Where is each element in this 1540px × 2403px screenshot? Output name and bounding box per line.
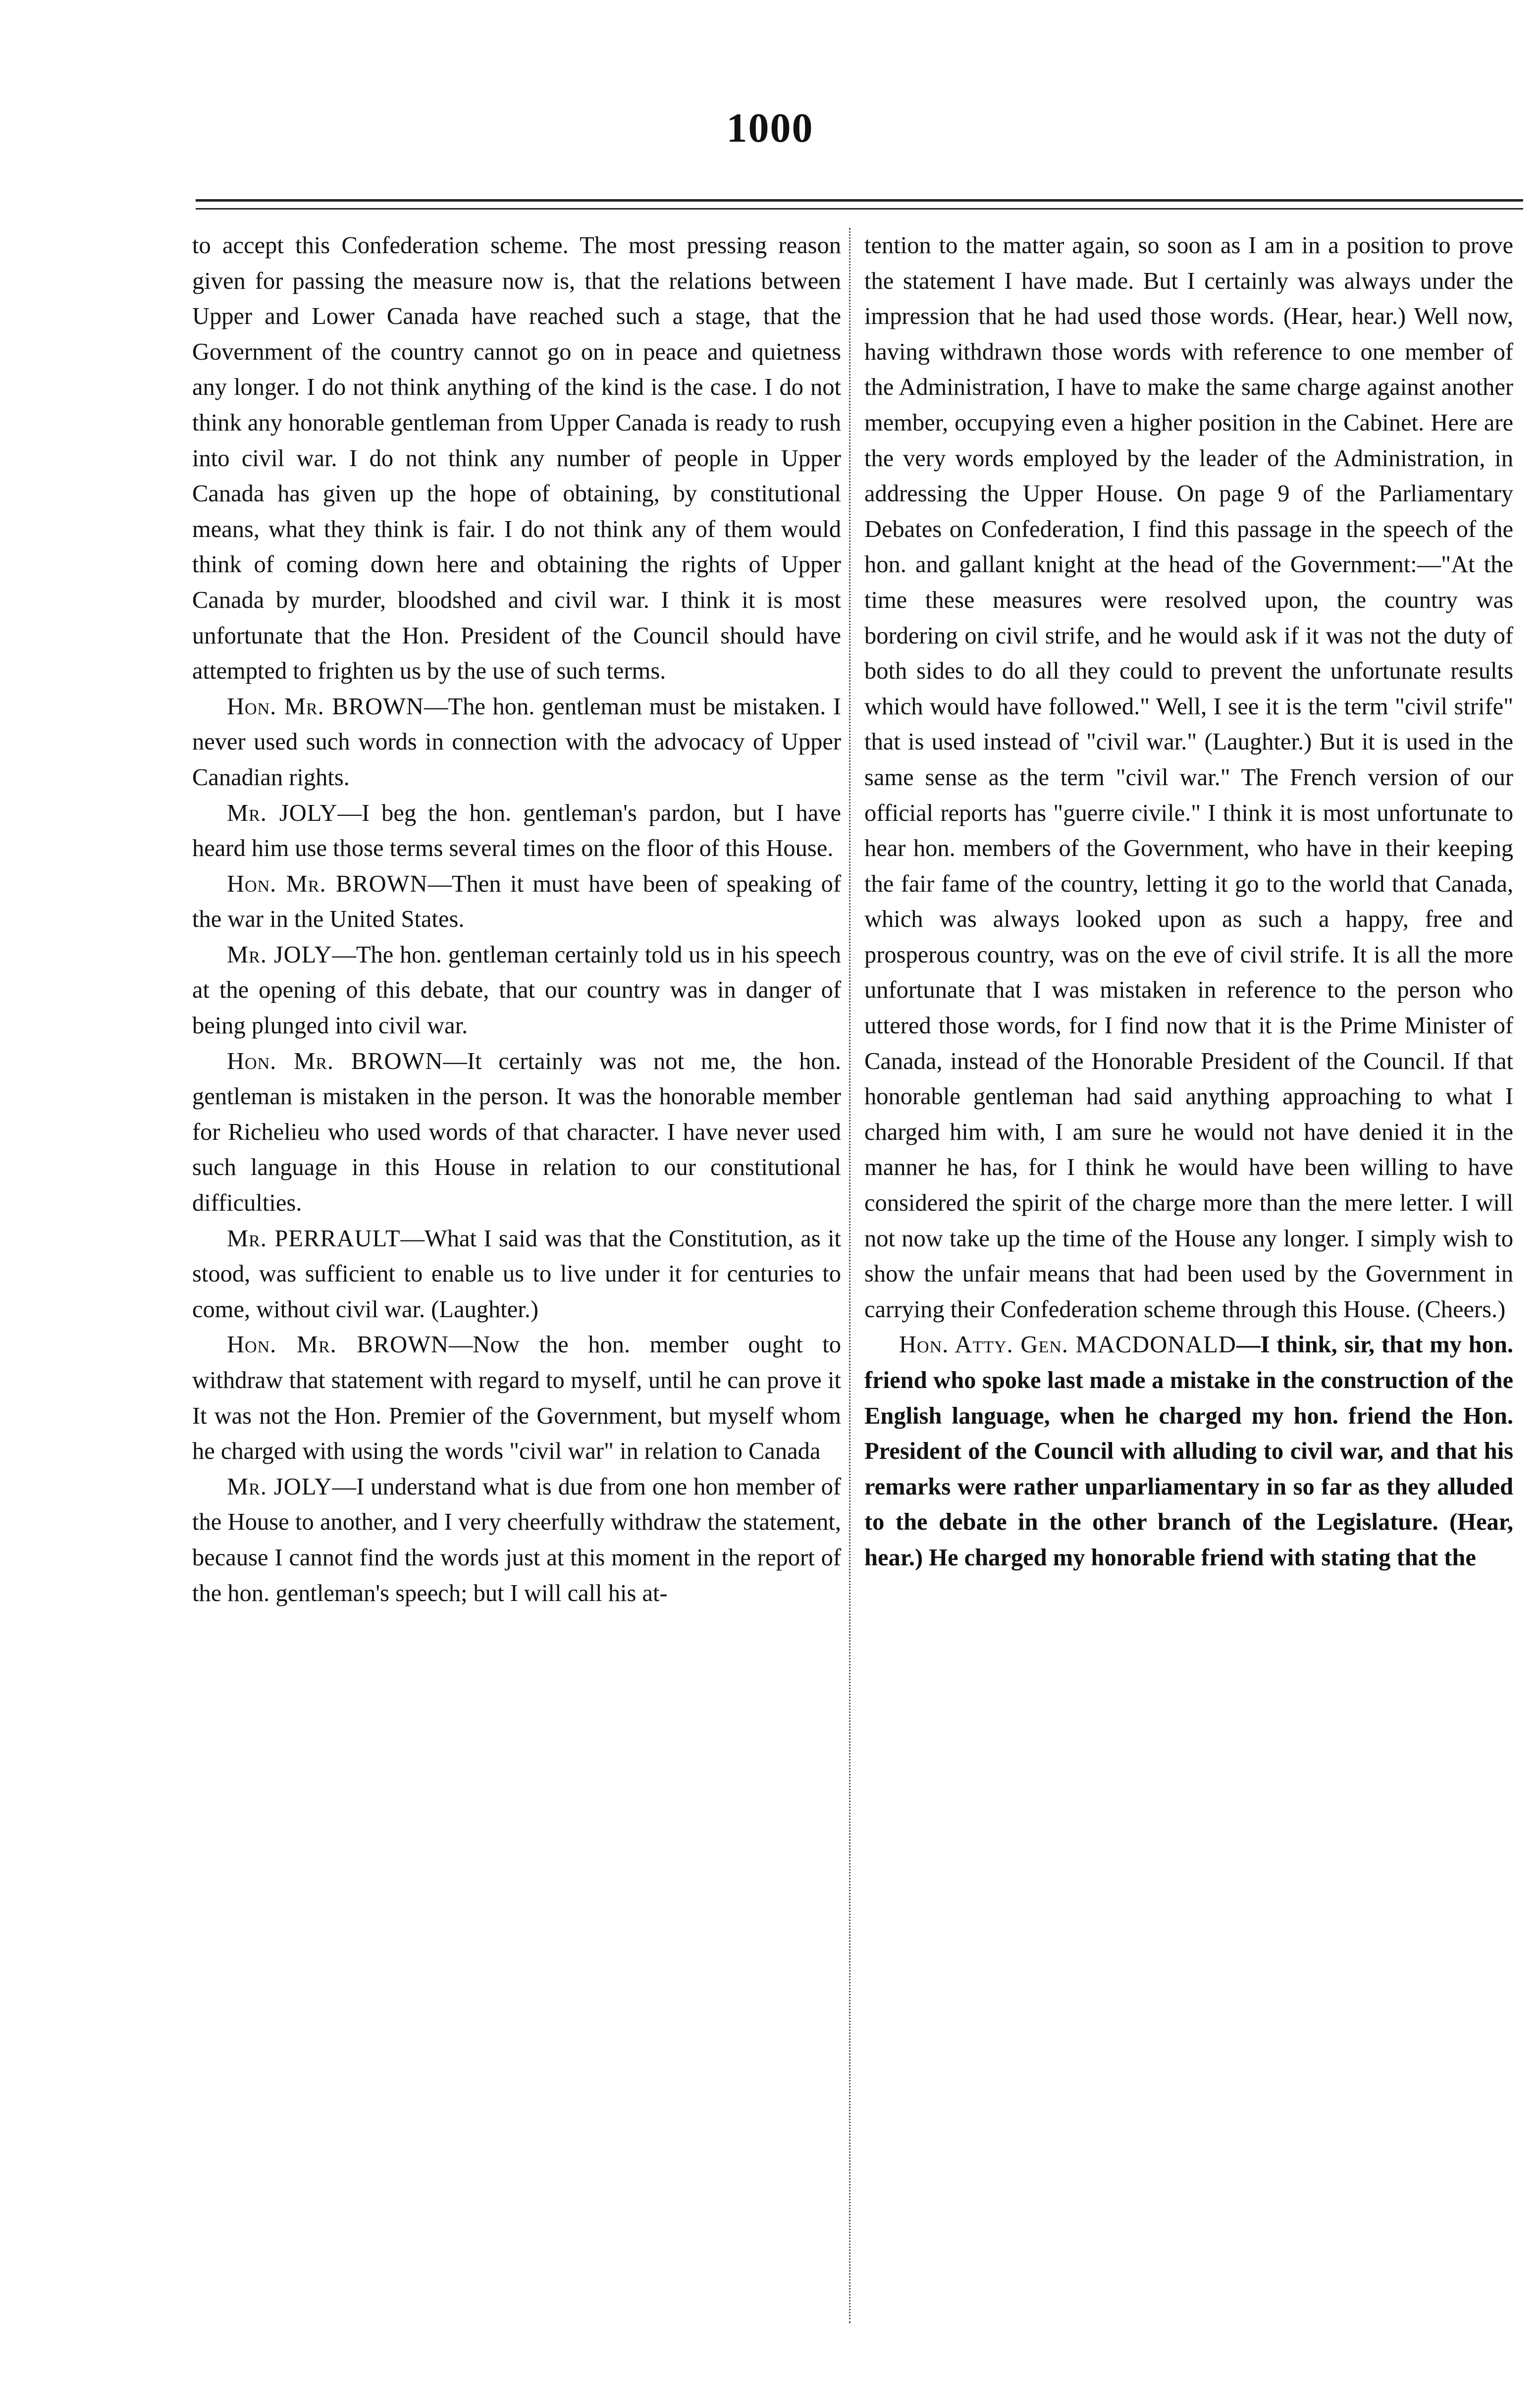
- paragraph: [192, 1221, 841, 1328]
- speaker-name: Hon. Mr. BROWN: [227, 870, 428, 897]
- header-rule-thin: [196, 208, 1523, 210]
- speaker-name: Mr. JOLY: [227, 800, 338, 826]
- paragraph-text: —The hon. gentleman must be mistaken. I never used such words in connection with the advocacy of Upper Canadian rights.: [192, 693, 841, 791]
- page-number: 1000: [726, 105, 814, 151]
- paragraph: [192, 1327, 841, 1469]
- header-rule: [196, 199, 1523, 202]
- paragraph: [864, 228, 1513, 1327]
- paragraph: [192, 1044, 841, 1221]
- paragraph: [192, 796, 841, 866]
- paragraph-text: —I understand what is due from one hon member of the House to another, and I very cheerfully withdraw the statement, because I cannot find the words just at this moment in the report of the hon. gentleman's speech; but I will call his at-: [192, 1473, 842, 1606]
- paragraph: [192, 228, 841, 689]
- paragraph-text: —Now the hon. member ought to withdraw that statement with regard to myself, until he can prove it It was not the Hon. Premier of the Government, but myself whom he charged with using the words "civil war" in relation to Canada: [192, 1332, 842, 1465]
- paragraph-text: to accept this Confederation scheme. The most pressing reason given for passing the measure now is, that the relations between Upper and Lower Canada have reached such a stage, that the Government of the country cannot go on in peace and quietness any longer. I do not think anything of the kind is the case. I do not think any honorable gentleman from Upper Canada is ready to rush into civil war. I do not think any number of people in Upper Canada has given up the hope of obtaining, by constitutional means, what they think is fair. I do not think any of them would think of coming down here and obtaining the rights of Upper Canada by murder, bloodshed and civil war. I think it is most unfortunate that the Hon. President of the Council should have attempted to frighten us by the use of such terms.: [192, 232, 841, 685]
- paragraph-text: —Then it must have been of speaking of the war in the United States.: [192, 870, 841, 933]
- left-column: [192, 228, 841, 2323]
- paragraph-text: —The hon. gentleman certainly told us in his speech at the opening of this debate, that our country was in danger of being plunged into civil war.: [192, 941, 842, 1039]
- paragraph-text: —I think, sir, that my hon. friend who spoke last made a mistake in the construction of the English language, when he charged my hon. friend the Hon. President of the Council with alluding to civil war, and that his remarks were rather unparliamentary in so far as they alluded to the debate in the other branch of the Legislature. (Hear, hear.) He charged my honorable friend with stating that the: [864, 1332, 1514, 1571]
- paragraph: [192, 937, 841, 1044]
- speaker-name: Hon. Mr. BROWN: [227, 1332, 449, 1358]
- paragraph: [192, 1469, 841, 1611]
- speaker-name: Mr. PERRAULT: [227, 1225, 401, 1252]
- speaker-name: Mr. JOLY: [227, 941, 332, 968]
- paragraph-text: —I beg the hon. gentleman's pardon, but I have heard him use those terms several times on the floor of this House.: [192, 800, 842, 862]
- paragraph-text: —What I said was that the Constitution, as it stood, was sufficient to enable us to live under it for centuries to come, without civil war. (Laughter.): [192, 1225, 841, 1323]
- speaker-name: Hon. Mr. BROWN: [227, 693, 424, 720]
- column-divider: [849, 228, 850, 2323]
- speaker-name: Hon. Atty. Gen. MACDONALD: [899, 1332, 1236, 1358]
- paragraph-text: —It certainly was not me, the hon. gentleman is mistaken in the person. It was the honorable member for Richelieu who used words of that character. I have never used such language in this House in relation to our constitutional difficulties.: [192, 1048, 841, 1217]
- paragraph: [192, 689, 841, 796]
- speaker-name: Hon. Mr. BROWN: [227, 1048, 443, 1074]
- paragraph: [192, 866, 841, 937]
- speaker-name: Mr. JOLY: [227, 1473, 332, 1500]
- paragraph: [864, 1327, 1513, 1575]
- paragraph-text: tention to the matter again, so soon as I am in a position to prove the statement I have made. But I certainly was always under the impression that he had used those words. (Hear, hear.) Well now, having withdrawn those words with reference to one member of the Administration, I have to make the same charge against another member, occupying even a higher position in the Cabinet. Here are the very words employed by the leader of the Administration, in addressing the Upper House. On page 9 of the Parliamentary Debates on Confederation, I find this passage in the speech of the hon. and gallant knight at the head of the Government:—"At the time these measures were resolved upon, the country was bordering on civil strife, and he would ask if it was not the duty of both sides to do all they could to prevent the unfortunate results which would have followed." Well, I see it is the term "civil strife" that is used instead of "civil war." (Laughter.) But it is used in the same sense as the term "civil war." The French version of our official reports has "guerre civile." I think it is most unfortunate to hear hon. members of the Government, who have in their keeping the fair fame of the country, letting it go to the world that Canada, which was always looked upon as such a happy, free and prosperous country, was on the eve of civil strife. It is all the more unfortunate that I was mistaken in reference to the person who uttered those words, for I find now that it is the Prime Minister of Canada, instead of the Honorable President of the Council. If that honorable gentleman had said anything approaching to what I charged him with, I am sure he would not have denied it in the manner he has, for I think he would have been willing to have considered the spirit of the charge more than the mere letter. I will not now take up the time of the House any longer. I simply wish to show the unfair means that had been used by the Government in carrying their Confederation scheme through this House. (Cheers.): [864, 232, 1513, 1323]
- right-column: [864, 228, 1513, 2323]
